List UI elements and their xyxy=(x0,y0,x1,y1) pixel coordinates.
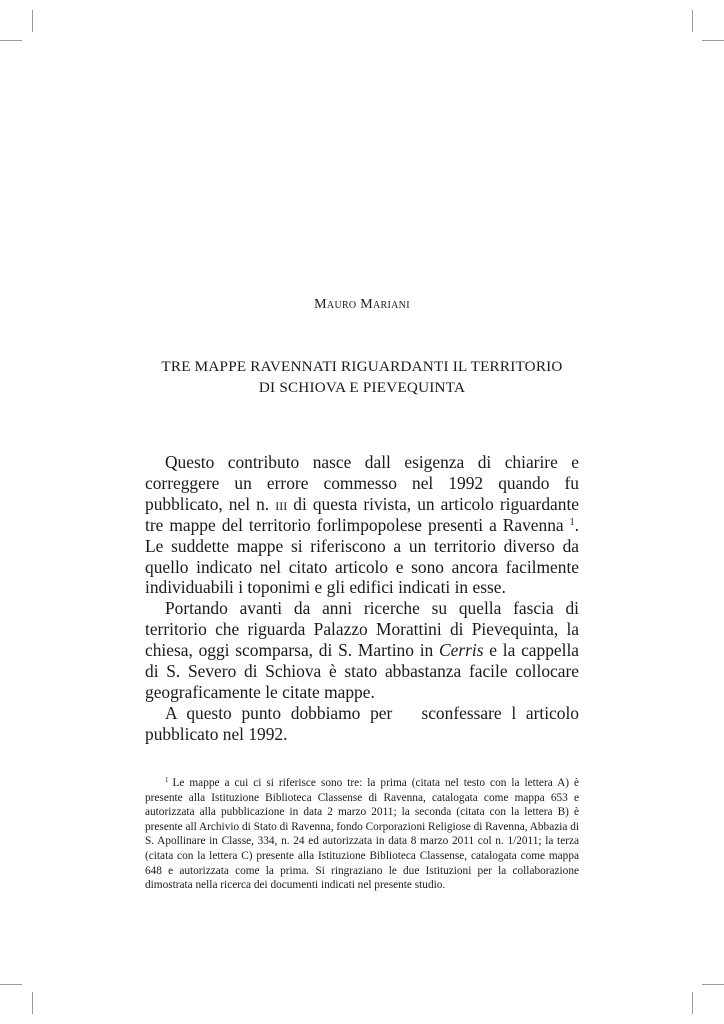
p1-text-end: . Le suddette mappe si riferiscono a un territorio diverso da quello indicato nel citato articolo e sono ancora facilmente individuabili i toponimi e gli edifici indicati in esse. xyxy=(145,514,579,598)
crop-mark-top-left-h xyxy=(0,40,22,41)
p2-text-end: e la cappella di S. Severo di Schiova è stato abbastanza facile collocare geograficamente le citate mappe. xyxy=(145,640,579,702)
footnote-text: Le mappe a cui ci si riferisce sono tre: la prima (citata nel testo con la lettera A) è presente alla Istituzione Biblioteca Classense di Ravenna, catalogata come mappa 653 e autorizzata alla pubblicazione in data 2 marzo 2011; la seconda (citata con la lettera B) è presente all Archivio di Stato di Ravenna, fondo Corporazioni Religiose di Ravenna, Abbazia di S. Apollinare in Classe, 334, n. 24 ed autorizzata in data 8 marzo 2011 col n. 1/2011; la terza (citata con la lettera C) presente alla Istituzione Biblioteca Classense, catalogata come mappa 648 e autorizzata come la prima. Si ringraziano le due Istituzioni per la collaborazione dimostrata nella ricerca dei documenti indicati nel presente studio. xyxy=(145,777,579,892)
crop-mark-top-right xyxy=(692,10,693,32)
body-paragraph-3: A questo punto dobbiamo per sconfessare l articolo pubblicato nel 1992. xyxy=(145,702,584,744)
author-last-name: Mariani xyxy=(360,297,410,312)
footnote-reference[interactable]: 1 xyxy=(569,516,575,528)
body-paragraph-1 xyxy=(145,452,579,598)
crop-mark-bottom-right-h xyxy=(702,984,724,985)
crop-mark-bottom-left-h xyxy=(0,984,22,985)
footnote-number: 1 xyxy=(165,776,169,784)
title-line-2: DI SCHIOVA E PIEVEQUINTA xyxy=(258,379,466,396)
article-body xyxy=(145,452,584,745)
footnote xyxy=(145,776,579,893)
author-name xyxy=(0,297,724,313)
crop-mark-bottom-right xyxy=(692,992,693,1014)
author-first-name: Mauro xyxy=(314,297,357,312)
body-paragraph-2 xyxy=(145,598,579,703)
title-line-1: TRE MAPPE RAVENNATI RIGUARDANTI IL TERRITORIO xyxy=(161,358,563,375)
p1-issue-number: iii xyxy=(275,493,288,514)
crop-mark-bottom-left xyxy=(32,992,33,1014)
crop-mark-top-left xyxy=(32,10,33,32)
crop-mark-top-right-h xyxy=(702,40,724,41)
p2-text-start: Portando avanti da anni ricerche su quella fascia di territorio che riguarda Palazzo Morattini di Pievequinta, la chiesa, oggi scomparsa, di S. Martino in xyxy=(145,598,579,661)
p1-text-start: Questo contributo nasce dall esigenza di chiarire e correggere un errore commesso nel 1992 quando fu pubblicato, nel n. xyxy=(145,452,579,514)
p2-italic-term: Cerris xyxy=(439,640,484,661)
p1-text-middle: di questa rivista, un articolo riguardante tre mappe del territorio forlimpopolese presenti a Ravenna xyxy=(145,493,580,535)
footnote-paragraph xyxy=(145,776,579,893)
article-title xyxy=(140,356,584,398)
